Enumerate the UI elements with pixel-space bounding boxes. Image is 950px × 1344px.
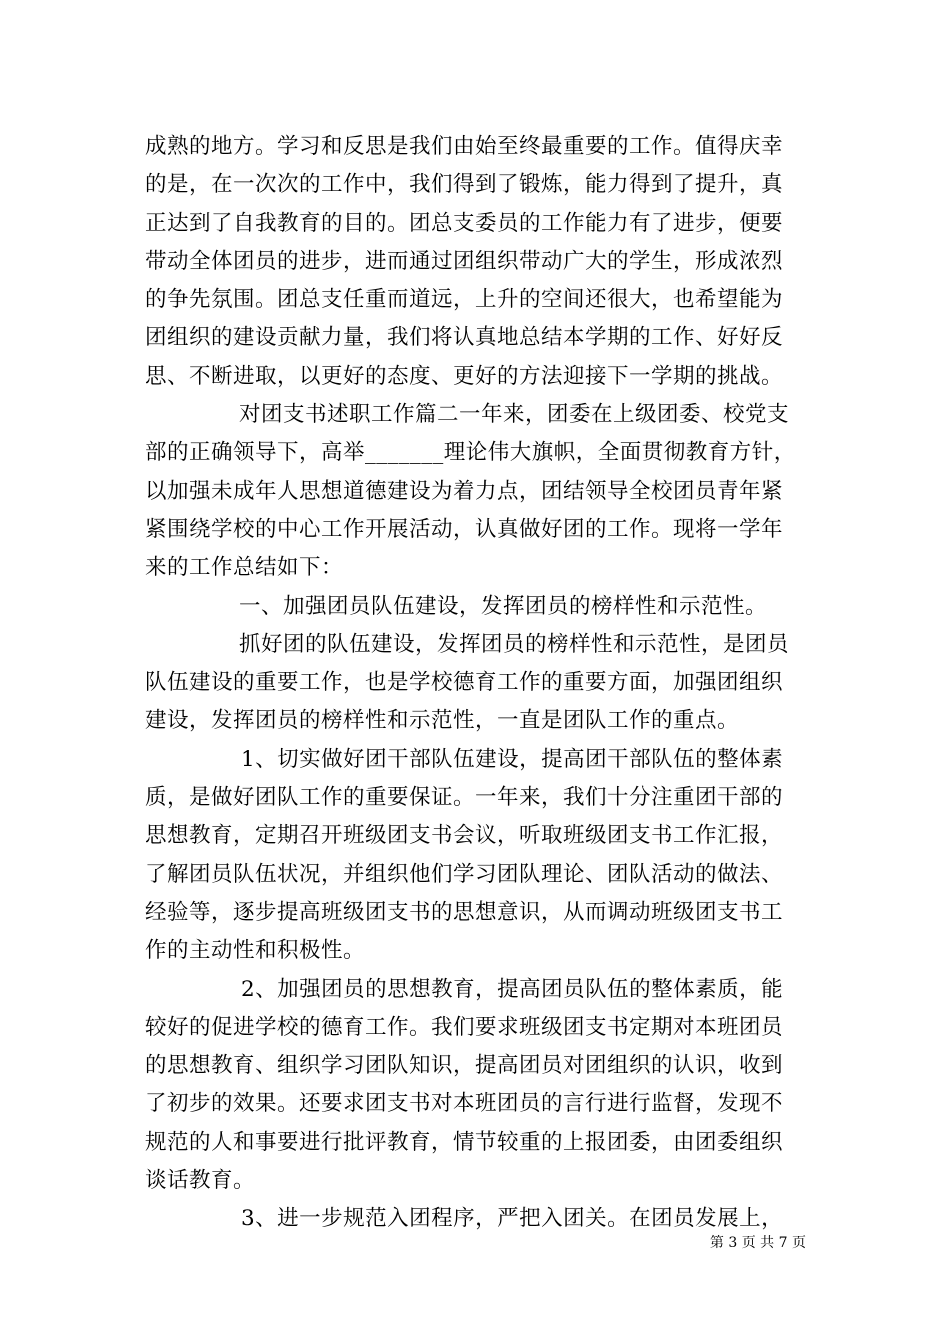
page-number-footer: 第 3 页 共 7 页 <box>709 1235 806 1251</box>
text-line: 较好的促进学校的德育工作。我们要求班级团支书定期对本班团员 <box>145 1014 784 1040</box>
text-line: 经验等，逐步提高班级团支书的思想意识，从而调动班级团支书工 <box>145 899 784 925</box>
text-line: 以加强未成年人思想道德建设为着力点，团结领导全校团员青年紧 <box>145 478 784 504</box>
text-line: 作的主动性和积极性。 <box>145 938 366 964</box>
text-line: 了初步的效果。还要求团支书对本班团员的言行进行监督，发现不 <box>145 1091 784 1117</box>
paragraph-start-line: 对团支书述职工作篇二一年来，团委在上级团委、校党支 <box>239 402 790 428</box>
text-line: 队伍建设的重要工作，也是学校德育工作的重要方面，加强团组织 <box>145 670 784 696</box>
text-line: 成熟的地方。学习和反思是我们由始至终最重要的工作。值得庆幸 <box>145 134 784 159</box>
text-line: 谈话教育。 <box>145 1168 256 1194</box>
text-line: 思、不断进取，以更好的态度、更好的方法迎接下一学期的挑战。 <box>145 363 784 389</box>
text-line: 正达到了自我教育的目的。团总支委员的工作能力有了进步，便要 <box>145 210 784 236</box>
text-line: 规范的人和事要进行批评教育，情节较重的上报团委，由团委组织 <box>145 1129 784 1155</box>
text-line: 带动全体团员的进步，进而通过团组织带动广大的学生，形成浓烈 <box>145 248 784 274</box>
text-line: 思想教育，定期召开班级团支书会议，听取班级团支书工作汇报， <box>145 823 784 849</box>
section-heading-line: 一、加强团员队伍建设，发挥团员的榜样性和示范性。 <box>239 593 768 619</box>
text-line: 的争先氛围。团总支任重而道远，上升的空间还很大，也希望能为 <box>145 287 784 313</box>
document-body <box>145 128 813 1239</box>
text-line: 紧围绕学校的中心工作开展活动，认真做好团的工作。现将一学年 <box>145 516 784 542</box>
paragraph-start-line: 抓好团的队伍建设，发挥团员的榜样性和示范性，是团员 <box>239 631 790 657</box>
text-line: 来的工作总结如下： <box>145 555 344 581</box>
text-line: 了解团员队伍状况，并组织他们学习团队理论、团队活动的做法、 <box>145 861 784 887</box>
text-line: 的思想教育、组织学习团队知识，提高团员对团组织的认识，收到 <box>145 1053 784 1079</box>
text-line: 团组织的建设贡献力量，我们将认真地总结本学期的工作、好好反 <box>145 325 784 351</box>
text-line: 质，是做好团队工作的重要保证。一年来，我们十分注重团干部的 <box>145 785 784 811</box>
paragraph-start-line: 1、切实做好团干部队伍建设，提高团干部队伍的整体素 <box>241 746 784 772</box>
text-line: 建设，发挥团员的榜样性和示范性，一直是团队工作的重点。 <box>145 708 740 734</box>
paragraph-start-line: 2、加强团员的思想教育，提高团员队伍的整体素质，能 <box>241 976 784 1002</box>
paragraph-start-line: 3、进一步规范入团程序，严把入团关。在团员发展上， <box>241 1206 784 1232</box>
text-line: 的是，在一次次的工作中，我们得到了锻炼，能力得到了提升，真 <box>145 172 784 198</box>
text-line: 部的正确领导下，高举_______理论伟大旗帜，全面贯彻教育方针， <box>145 440 796 466</box>
